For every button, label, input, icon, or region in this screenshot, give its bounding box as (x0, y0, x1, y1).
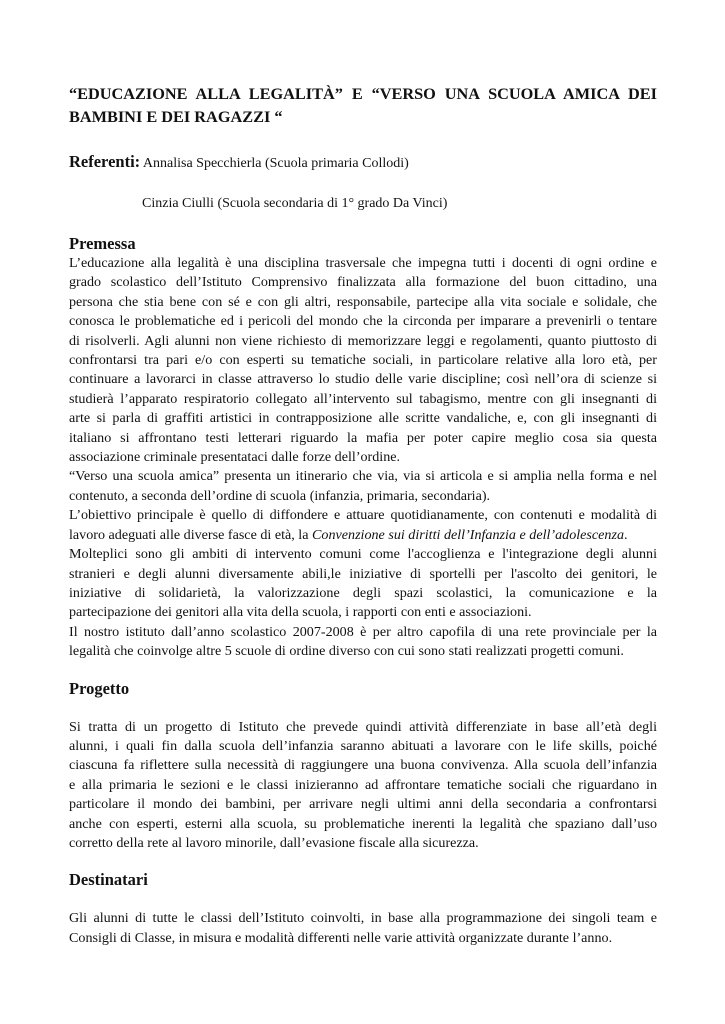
text-line: contenuto, a seconda dell’ordine di scuola (infanzia, primaria, secondaria). (69, 487, 491, 504)
text-line: Consigli di Classe, in misura e modalità differenti nelle varie attività organizzate durante l’anno. (69, 929, 613, 946)
title-line-2: BAMBINI E DEI RAGAZZI “ (69, 107, 283, 126)
text-line: “Verso una scuola amica” presenta un itinerario che via, via si articola e si amplia nella forma e nel (69, 468, 657, 485)
text-line: di risolverli. Agli alunni non viene richiesto di memorizzare leggi e regolamenti, quanto piuttosto di (69, 332, 657, 349)
progetto-paragraph (69, 718, 657, 854)
premessa-paragraph (69, 254, 657, 662)
referenti-label: Referenti: (69, 152, 141, 171)
text-line: partecipazione dei genitori alla vita della scuola, i rapporti con enti e associazioni. (69, 604, 532, 621)
text-line: alunni, i quali fin dalla scuola dell’infanzia saranno abituati a lavorare con le life skills, poiché (69, 737, 657, 754)
text-line: Il nostro istituto dall’anno scolastico 2007-2008 è per altro capofila di una rete provinciale per la (69, 623, 657, 640)
text-line: anche con esperti, esterni alla scuola, su problematiche inerenti la legalità che spaziano dall’uso (69, 815, 657, 832)
referente-1: Annalisa Specchierla (Scuola primaria Collodi) (142, 156, 409, 171)
document-title (69, 82, 657, 128)
text-line: iniziative di solidarietà, la valorizzazione degli spazi scolastici, la comunicazione e la (69, 584, 657, 601)
text-line: particolare il mondo dei bambini, per arrivare negli ultimi anni della secondaria a confrontarsi (69, 796, 657, 813)
destinatari-paragraph (69, 909, 657, 948)
text-line: Gli alunni di tutte le classi dell’Istituto coinvolti, in base alla programmazione dei singoli team e (69, 910, 657, 927)
text-line: arte si parla di graffiti artistici in contrapposizione alle scritte vandaliche, e, con gli insegnanti di (69, 410, 657, 427)
convenzione-prefix: lavoro adeguati alle diverse fasce di età, la (69, 526, 313, 543)
text-line: conosca le problematiche ed i pericoli del mondo che la circonda per imparare a prevenirli o tentare (69, 313, 657, 330)
text-line: L’educazione alla legalità è una disciplina trasversale che impegna tutti i docenti di ogni ordine e (69, 255, 657, 271)
text-line: Si tratta di un progetto di Istituto che prevede quindi attività differenziate in base all’età degli (69, 718, 657, 735)
referente-2: Cinzia Ciulli (Scuola secondaria di 1° grado Da Vinci) (142, 196, 448, 211)
text-line: grado scolastico dell’Istituto Comprensivo finalizzata alla formazione del buon cittadino, una (69, 274, 657, 291)
text-line: confrontarsi tra pari e/o con esperti su tematiche sociali, in particolare relative alla loro età, per (69, 352, 657, 369)
text-line: associazione criminale presentataci dalle forze dell’ordine. (69, 449, 401, 466)
text-line: studierà l’apparato respiratorio collegato all’intervento sul tabagismo, mentre con gli insegnanti di (69, 390, 657, 407)
heading-premessa: Premessa (69, 234, 136, 253)
text-line: corretto della rete al lavoro minorile, dall’evasione fiscale alla sicurezza. (69, 834, 479, 851)
convenzione-suffix: . (623, 526, 628, 543)
convenzione-title: Convenzione sui diritti dell’Infanzia e dell’adolescenza (312, 526, 624, 543)
text-line: continuare a lavorarci in classe attraverso lo studio delle varie discipline; così nell’ora di scienze si (69, 371, 657, 388)
text-line: L’obiettivo principale è quello di diffondere e attuare quotidianamente, con contenuti e modalità di (69, 507, 657, 524)
heading-destinatari: Destinatari (69, 870, 148, 890)
title-line-1: “EDUCAZIONE ALLA LEGALITÀ” E “VERSO UNA SCUOLA AMICA DEI (69, 84, 657, 103)
text-line-convenzione (69, 526, 657, 545)
text-line: legalità che coinvolge altre 5 scuole di ordine diverso con cui sono stati realizzati progetti comuni. (69, 643, 624, 660)
text-line: stranieri e degli alunni diversamente abili,le iniziative di sportelli per l'ascolto dei genitori, le (69, 565, 657, 582)
referenti-line-1 (69, 152, 657, 174)
text-line: italiano si affrontano testi letterari riguardo la mafia per poter capire meglio cosa sia questa (69, 429, 657, 446)
referenti-block (69, 152, 657, 214)
heading-progetto: Progetto (69, 678, 130, 698)
text-line: e alla primaria le sezioni e le classi inizieranno ad affrontare tematiche sociali che riguardano in (69, 776, 657, 793)
text-line: Molteplici sono gli ambiti di intervento comuni come l'accoglienza e l'integrazione degli alunni (69, 546, 657, 563)
text-line: persona che stia bene con sé e con gli altri, responsabile, partecipe alla vita sociale e solidale, che (69, 293, 657, 310)
text-line: ciascuna fa riflettere sulla necessità di raggiungere una buona convivenza. Alla scuola dell’infanzia (69, 757, 657, 774)
